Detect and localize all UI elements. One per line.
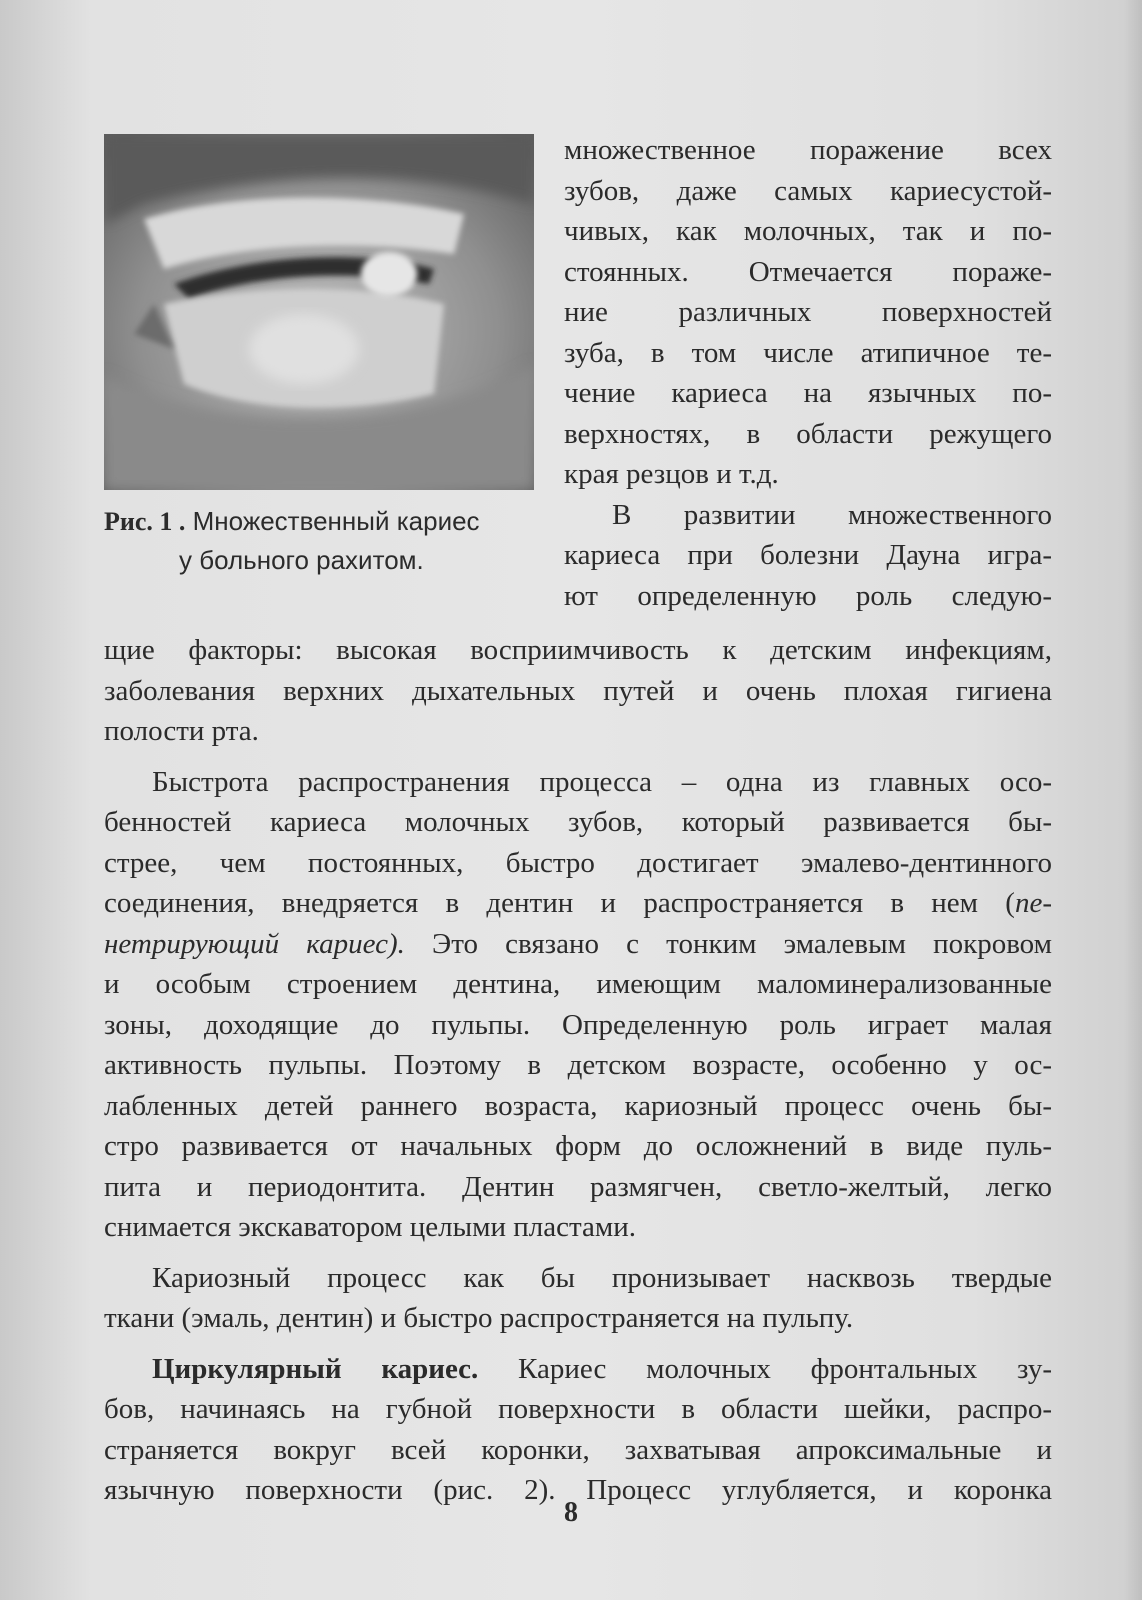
p2-line-3: стрее, чем постоянных, быстро достигает эмалево-дентинного — [104, 846, 1052, 879]
p2-line-7: зоны, доходящие до пульпы. Определенную роль играет малая — [104, 1008, 1052, 1041]
p3-line-2: ткани (эмаль, дентин) и быстро распространяется на пульпу. — [104, 1302, 854, 1334]
side-line-6: зуба, в том числе атипичное те- — [564, 336, 1052, 369]
p2-line-5 — [104, 924, 1052, 965]
side-line-12: ют определенную роль следую- — [564, 579, 1052, 612]
p2-line-4-italic: пе- — [1014, 887, 1052, 919]
p4-line-3: страняется вокруг всей коронки, захватывая апроксимальные и — [104, 1433, 1052, 1466]
side-line-2: зубов, даже самых кариесустой- — [564, 174, 1052, 207]
circular-caries-heading: Циркулярный кариес. — [152, 1352, 479, 1385]
p1-line-2: заболевания верхних дыхательных путей и очень плохая гигиена — [104, 674, 1052, 707]
p2-line-6: и особым строением дентина, имеющим маломинерализованные — [104, 968, 1052, 1000]
p1-line-3: полости рта. — [104, 715, 259, 747]
figure-1-caption — [104, 502, 534, 579]
p4-line-1 — [104, 1349, 1052, 1390]
figure-caption-line-1: Множественный кариес — [185, 506, 480, 536]
p2-line-5-text: Это связано с тонким эмалевым покровом — [404, 927, 1052, 960]
side-line-9: края резцов и т.д. — [564, 458, 779, 490]
figure-caption-label: Рис. 1 . — [104, 507, 186, 536]
figure-1-photo — [104, 134, 534, 490]
side-line-3: чивых, как молочных, так и по- — [564, 215, 1052, 247]
p2-line-2: бенностей кариеса молочных зубов, который развивается бы- — [104, 806, 1052, 838]
p4-line-4: язычную поверхности (рис. 2). Процесс углубляется, и коронка — [104, 1474, 1052, 1506]
side-line-4: стоянных. Отмечается пораже- — [564, 255, 1052, 288]
p1-line-1: щие факторы: высокая восприимчивость к детским инфекциям, — [104, 634, 1052, 666]
p2-line-4-text: соединения, внедряется в дентин и распространяется в нем ( — [104, 887, 1015, 919]
side-line-10: В развитии множественного — [612, 498, 1052, 531]
p2-line-10: стро развивается от начальных форм до осложнений в виде пуль- — [104, 1130, 1052, 1162]
p2-line-1: Быстрота распространения процесса – одна из главных осо- — [152, 765, 1052, 798]
p2-line-12: снимается экскаватором целыми пластами. — [104, 1211, 636, 1243]
p2-line-4 — [104, 883, 1052, 924]
side-line-7: чение кариеса на язычных по- — [564, 377, 1052, 409]
figure-caption-line-2: у больного рахитом. — [179, 545, 424, 575]
side-line-1: множественное поражение всех — [564, 134, 1052, 166]
p4-line-1-text: Кариес молочных фронтальных зу- — [478, 1352, 1053, 1385]
p2-line-5-italic: нетрирующий кариес). — [104, 927, 405, 960]
p2-line-11: пита и периодонтита. Дентин размягчен, светло-желтый, легко — [104, 1170, 1052, 1203]
page-number: 8 — [564, 1497, 578, 1528]
page-edge-shadow — [1124, 0, 1142, 1600]
main-text-column — [104, 630, 1052, 1511]
p2-line-8: активность пульпы. Поэтому в детском возрасте, особенно у ос- — [104, 1049, 1052, 1081]
dental-photo-illustration — [104, 134, 534, 490]
side-line-11: кариеса при болезни Дауна игра- — [564, 539, 1052, 571]
side-text-column — [564, 130, 1052, 616]
p4-line-2: бов, начинаясь на губной поверхности в области шейки, распро- — [104, 1393, 1052, 1425]
p3-line-1: Кариозный процесс как бы пронизывает насквозь твердые — [152, 1261, 1052, 1294]
side-line-5: ние различных поверхностей — [564, 296, 1052, 328]
p2-line-9: лабленных детей раннего возраста, кариозный процесс очень бы- — [104, 1089, 1052, 1122]
side-line-8: верхностях, в области режущего — [564, 417, 1052, 450]
